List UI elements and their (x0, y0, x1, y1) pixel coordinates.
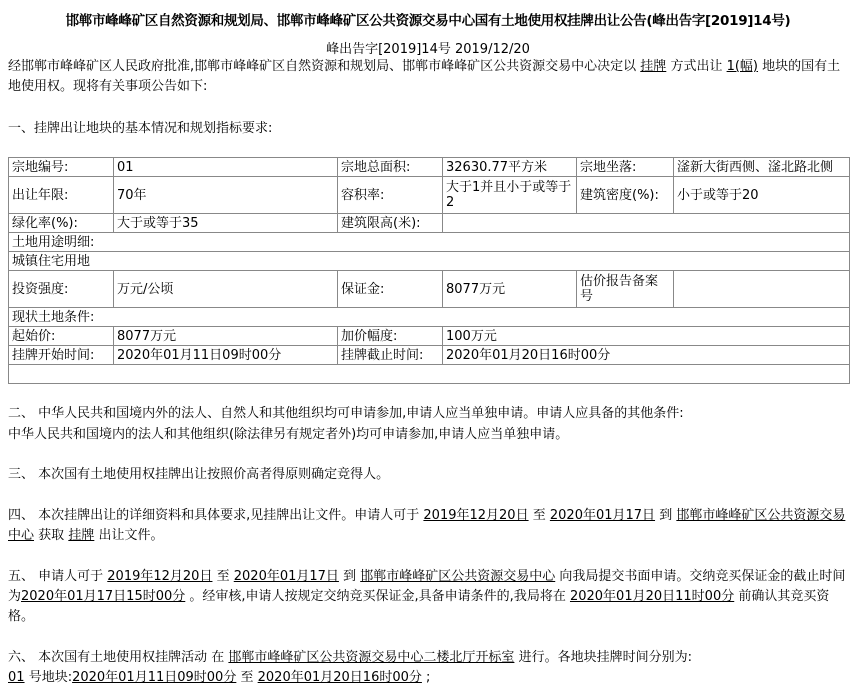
intro-count: 1(幅) (726, 59, 759, 74)
s4-to-word: 至 (532, 508, 546, 523)
s5-from-date: 2019年12月20日 (107, 569, 213, 584)
s6-from-time: 2020年01月11日09时00分 (72, 670, 237, 685)
invest-label: 投资强度: (9, 271, 114, 308)
deposit-label: 保证金: (338, 271, 443, 308)
term-label: 出让年限: (9, 177, 114, 214)
condition-label: 现状土地条件: (9, 308, 850, 327)
s6-end: ; (426, 670, 431, 685)
section-6 (8, 648, 850, 688)
record-value (674, 271, 850, 308)
location-value: 滏新大街西侧、滏北路北侧 (674, 158, 850, 177)
section-2-line-1: 二、 中华人民共和国境内外的法人、自然人和其他组织均可申请参加,申请人应当单独申请。申请人应具备的其他条件: (8, 406, 684, 421)
s4-from-date: 2019年12月20日 (423, 508, 529, 523)
parcel-info-table (8, 157, 850, 384)
start-time-value: 2020年01月11日09时00分 (114, 346, 338, 365)
density-value: 小于或等于20 (674, 177, 850, 214)
green-label: 绿化率(%): (9, 214, 114, 233)
start-price-label: 起始价: (9, 327, 114, 346)
use-value: 城镇住宅用地 (9, 252, 850, 271)
location-label: 宗地坐落: (577, 158, 674, 177)
s6-parcel-no: 01 (8, 670, 25, 685)
section-3: 三、 本次国有土地使用权挂牌出让按照价高者得原则确定竞得人。 (8, 467, 390, 482)
s5-confirm: 2020年01月20日11时00分 (569, 589, 735, 604)
intro-suffix: 地块的国有土地使用权。现将有关事项公告如下: (8, 59, 841, 94)
increment-value: 100万元 (443, 327, 850, 346)
s5-place: 邯郸市峰峰矿区公共资源交易中心 (360, 569, 556, 584)
end-time-value: 2020年01月20日16时00分 (443, 346, 850, 365)
s6-to-time: 2020年01月20日16时00分 (257, 670, 422, 685)
deposit-value: 8077万元 (443, 271, 577, 308)
s4-at-word: 到 (659, 508, 673, 523)
s6-to-word: 至 (240, 670, 254, 685)
record-label: 估价报告备案号 (577, 271, 674, 308)
end-time-label: 挂牌截止时间: (338, 346, 443, 365)
s4-get: 获取 (38, 528, 65, 543)
s5-to-word: 至 (216, 569, 230, 584)
intro-mid: 方式出让 (670, 59, 723, 74)
page-title: 邯郸市峰峰矿区自然资源和规划局、邯郸市峰峰矿区公共资源交易中心国有土地使用权挂牌出让公告(峰出告字[2019]14号) (65, 13, 791, 29)
green-value: 大于或等于35 (114, 214, 338, 233)
s5-mid2: 。经审核,申请人按规定交纳竞买保证金,具备申请条件的,我局将在 (189, 589, 566, 604)
far-value: 大于1并且小于或等于2 (443, 177, 577, 214)
s4-prefix: 四、 本次挂牌出让的详细资料和具体要求,见挂牌出让文件。申请人可于 (8, 508, 420, 523)
table-blank-row (9, 365, 850, 384)
s5-suffix: 前确认其竞买资格。 (8, 589, 830, 624)
s5-prefix: 五、 申请人可于 (8, 569, 104, 584)
s4-auction: 挂牌 (68, 528, 95, 543)
page-subtitle: 峰出告字[2019]14号 2019/12/20 (326, 42, 530, 57)
s5-to-date: 2020年01月17日 (233, 569, 339, 584)
start-time-label: 挂牌开始时间: (9, 346, 114, 365)
s6-suffix: 进行。各地块挂牌时间分别为: (518, 650, 692, 665)
section-5 (8, 567, 850, 627)
parcel-no-value: 01 (114, 158, 338, 177)
far-label: 容积率: (338, 177, 443, 214)
term-value: 70年 (114, 177, 338, 214)
section-1-heading: 一、挂牌出让地块的基本情况和规划指标要求: (8, 121, 273, 136)
s4-place: 邯郸市峰峰矿区公共资源交易中心 (8, 508, 846, 543)
s5-at-word: 到 (343, 569, 357, 584)
intro-prefix: 经邯郸市峰峰矿区人民政府批准,邯郸市峰峰矿区自然资源和规划局、邯郸市峰峰矿区公共资源交易中心决定以 (8, 59, 637, 74)
s6-place: 邯郸市峰峰矿区公共资源交易中心二楼北厅开标室 (228, 650, 515, 665)
section-2-line-2: 中华人民共和国境内的法人和其他组织(除法律另有规定者外)均可申请参加,申请人应当单独申请。 (8, 427, 569, 442)
s6-prefix: 六、 本次国有土地使用权挂牌活动 在 (8, 650, 225, 665)
s4-to-date: 2020年01月17日 (549, 508, 656, 523)
s4-suffix: 出让文件。 (98, 528, 164, 543)
increment-label: 加价幅度: (338, 327, 443, 346)
height-label: 建筑限高(米): (338, 214, 443, 233)
density-label: 建筑密度(%): (577, 177, 674, 214)
section-4 (8, 506, 850, 546)
height-value (443, 214, 850, 233)
area-label: 宗地总面积: (338, 158, 443, 177)
s5-mid: 向我局提交书面申请。交纳竞买保证金的截止时间为 (8, 569, 846, 604)
invest-value: 万元/公顷 (114, 271, 338, 308)
s5-deadline: 2020年01月17日15时00分 (21, 589, 186, 604)
intro-paragraph (8, 57, 850, 97)
use-label: 土地用途明细: (9, 233, 850, 252)
area-value: 32630.77平方米 (443, 158, 577, 177)
s6-parcel-label: 号地块: (28, 670, 73, 685)
parcel-no-label: 宗地编号: (9, 158, 114, 177)
intro-method: 挂牌 (640, 59, 667, 74)
start-price-value: 8077万元 (114, 327, 338, 346)
